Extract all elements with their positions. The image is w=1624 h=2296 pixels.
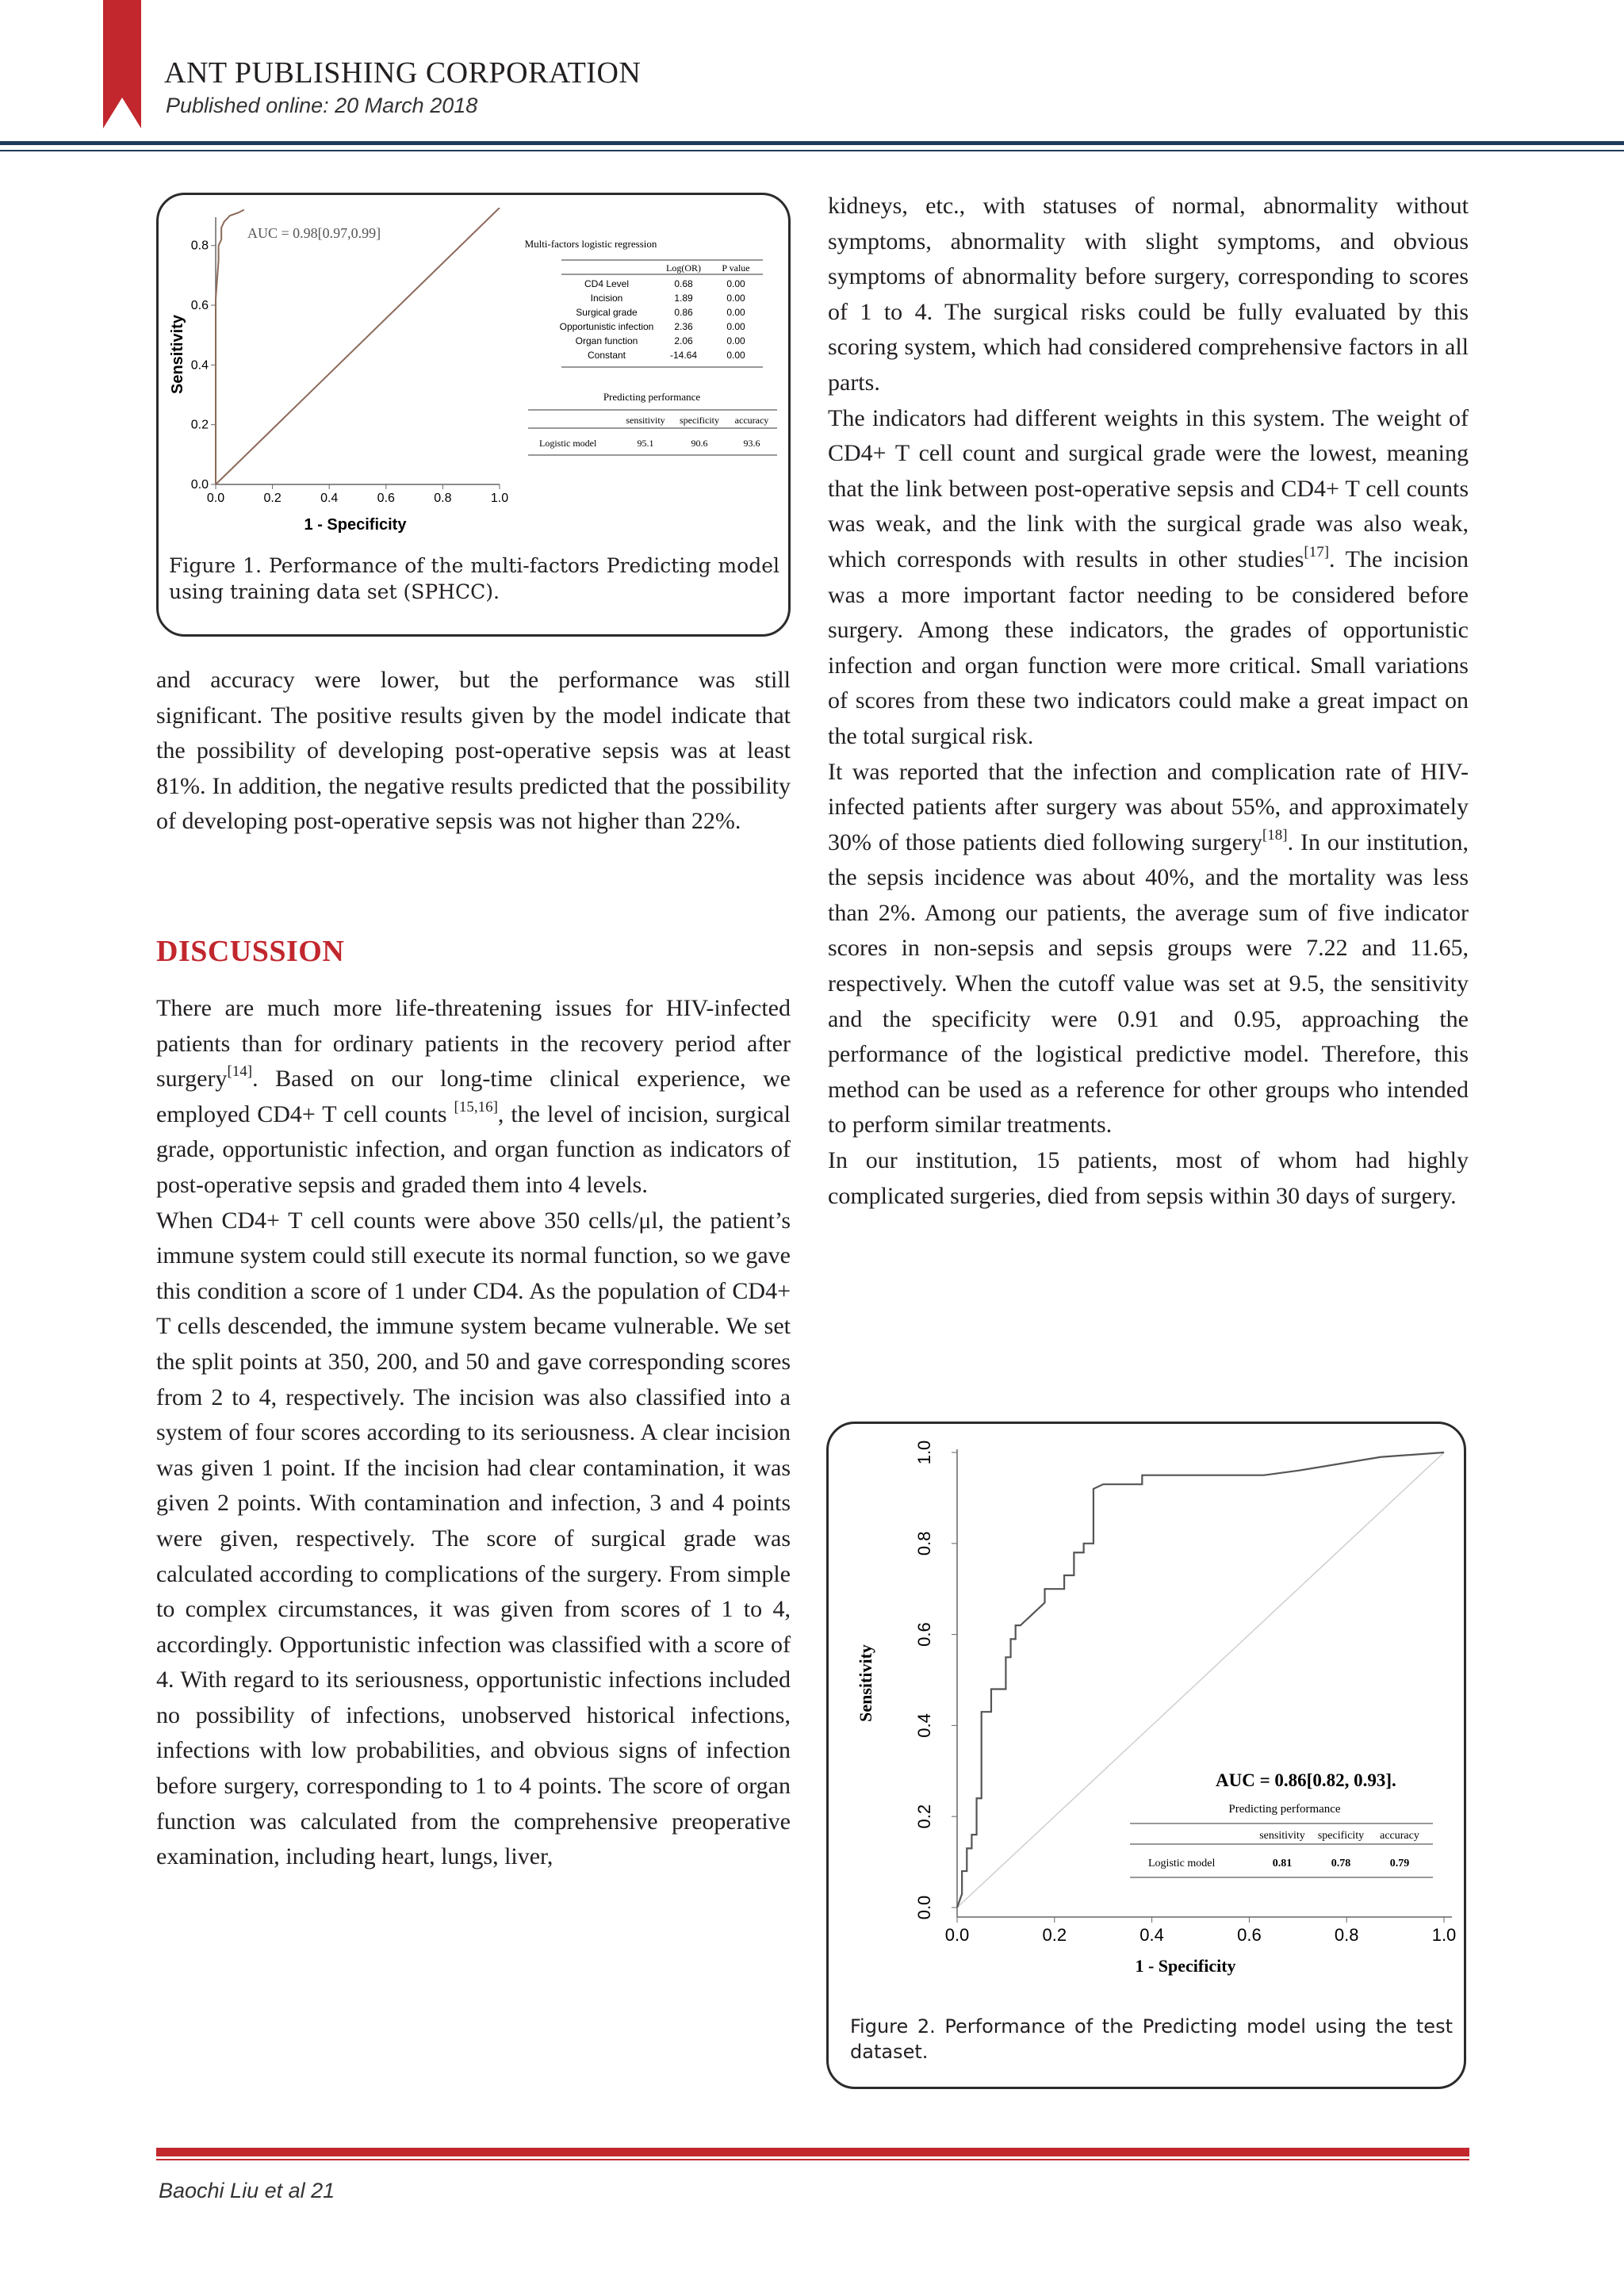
- fig2-perf-specificity: 0.78: [1331, 1858, 1351, 1869]
- fig1-x-tick-label: 0.6: [377, 492, 395, 505]
- fig2-perf-row-name: Logistic model: [1148, 1858, 1216, 1869]
- fig1-table-row-or: 2.06: [674, 335, 693, 346]
- fig2-y-tick-label: 0.2: [914, 1804, 934, 1829]
- section-heading-discussion: DISCUSSION: [156, 935, 345, 968]
- paragraph: [828, 401, 1469, 755]
- fig1-y-tick-label: 0.8: [190, 239, 209, 253]
- paragraph: [828, 755, 1469, 1144]
- text-run: . Based on our long-time clinical experience, we employed CD4+ T cell counts: [156, 1066, 791, 1127]
- fig2-x-tick-label: 0.6: [1237, 1925, 1262, 1945]
- text-run: It was reported that the infection and complication rate of HIV-infected patients after surgery was about 55%, and approximately 30% of those patients died following surgery: [828, 758, 1469, 855]
- paragraph: kidneys, etc., with statuses of normal, abnormality without symptoms, abnormality with slight symptoms, and obvious symptoms of abnormality before surgery, corresponding to scores of 1 to 4. The surgical risks could be fully evaluated by this scoring system, which had considered comprehensive factors in all parts.: [828, 193, 1469, 396]
- left-column-body: [156, 991, 791, 1875]
- publisher-name: ANT PUBLISHING CORPORATION: [164, 56, 642, 90]
- fig1-table-row-or: 1.89: [674, 293, 693, 304]
- fig2-y-tick-label: 0.8: [914, 1531, 934, 1556]
- footer-rule-thick: [156, 2148, 1469, 2156]
- fig1-table-row-p: 0.00: [726, 307, 745, 318]
- fig1-y-tick-label: 0.0: [190, 478, 209, 492]
- fig1-table-row-name: Surgical grade: [576, 307, 638, 318]
- fig1-perf-col-sensitivity: sensitivity: [626, 415, 665, 426]
- header-rule-thin: [0, 150, 1624, 151]
- fig1-y-tick-label: 0.4: [190, 358, 209, 373]
- fig1-perf-specificity: 90.6: [691, 438, 708, 449]
- fig1-x-tick-label: 0.2: [263, 492, 282, 505]
- footer-author-page: Baochi Liu et al 21: [159, 2179, 335, 2202]
- fig1-x-tick-label: 0.0: [206, 492, 225, 505]
- fig1-perf-accuracy: 93.6: [743, 438, 760, 449]
- fig1-table-row-or: -14.64: [669, 350, 698, 361]
- fig1-table-row-name: Organ function: [575, 335, 638, 346]
- figure-2-caption: Figure 2. Performance of the Predicting model using the test dataset.: [850, 2015, 1453, 2063]
- text-run: . The incision was a more important factor needing to be considered before surgery. Among these indicators, the grades of opportunistic infection and organ function were more critical. Small variations of scores from these two indicators could make a great impact on the total surgical risk.: [828, 545, 1469, 749]
- fig2-x-tick-label: 0.4: [1139, 1925, 1164, 1945]
- citation-ref[interactable]: [15,16]: [454, 1098, 498, 1115]
- fig1-perf-col-accuracy: accuracy: [734, 415, 769, 426]
- left-column-intro: [156, 663, 791, 840]
- fig1-y-tick-label: 0.6: [190, 299, 209, 312]
- figure-1-caption: Figure 1. Performance of the multi-factors Predicting model using training data set (SPHCC).: [169, 554, 779, 603]
- fig1-roc-curve: [216, 209, 244, 484]
- fig1-table-row-p: 0.00: [726, 350, 745, 361]
- figure-1-chart: [167, 208, 785, 541]
- fig2-y-tick-label: 1.0: [914, 1440, 934, 1465]
- text-run: There are much more life-threatening issues for HIV-infected patients than for ordinary patients in the recovery period after surgery: [156, 995, 791, 1093]
- footer-rule-thin: [156, 2159, 1469, 2160]
- fig2-auc-label: AUC = 0.86[0.82, 0.93].: [1216, 1770, 1396, 1790]
- publisher-logo-ribbon: [103, 0, 141, 128]
- fig2-perf-accuracy: 0.79: [1389, 1858, 1410, 1869]
- paragraph: In our institution, 15 patients, most of whom had highly complicated surgeries, died from sepsis within 30 days of surgery.: [828, 1147, 1469, 1209]
- fig1-table-row-or: 0.68: [674, 278, 693, 289]
- fig2-perf-col-specificity: specificity: [1317, 1830, 1365, 1842]
- fig2-x-tick-label: 0.8: [1334, 1925, 1359, 1945]
- fig1-x-label: 1 - Specificity: [304, 516, 407, 534]
- right-column-body: [828, 189, 1469, 1214]
- fig2-x-tick-label: 0.0: [944, 1925, 970, 1945]
- fig2-perf-title: Predicting performance: [1228, 1803, 1341, 1816]
- paragraph: [156, 991, 791, 1203]
- fig1-perf-row-name: Logistic model: [539, 438, 597, 449]
- fig2-perf-sensitivity: 0.81: [1272, 1858, 1293, 1869]
- fig1-reference-line: [216, 208, 500, 484]
- fig1-col-logor: Log(OR): [666, 262, 701, 274]
- fig1-y-label: Sensitivity: [169, 314, 186, 395]
- fig1-x-tick-label: 1.0: [490, 492, 509, 505]
- fig2-x-tick-label: 1.0: [1431, 1925, 1457, 1945]
- fig1-x-tick-label: 0.8: [434, 492, 452, 505]
- fig2-perf-col-accuracy: accuracy: [1380, 1830, 1419, 1842]
- fig2-y-tick-label: 0.6: [914, 1622, 934, 1647]
- fig2-perf-col-sensitivity: sensitivity: [1259, 1830, 1305, 1842]
- fig2-reference-line: [957, 1452, 1444, 1908]
- fig1-table-row-or: 2.36: [674, 321, 693, 332]
- fig1-y-tick-label: 0.2: [190, 418, 209, 432]
- fig1-perf-sensitivity: 95.1: [637, 438, 654, 449]
- fig1-table-row-p: 0.00: [726, 293, 745, 304]
- citation-ref[interactable]: [14]: [227, 1063, 253, 1081]
- figure-2-chart: [837, 1433, 1459, 1980]
- text-run: . In our institution, the sepsis incidence was about 40%, and the mortality was less than 2%. Among our patients, the average sum of five indicator scores in non-sepsis and sepsis groups were 7.22 and 11.65, respectively. When the cutoff value was set at 9.5, the sensitivity and the specificity were 0.91 and 0.95, approaching the performance of the logistical predictive model. Therefore, this method can be used as a reference for other groups who intended to perform similar treatments.: [828, 828, 1469, 1138]
- fig2-y-label: Sensitivity: [856, 1644, 875, 1722]
- fig1-auc-label: AUC = 0.98[0.97,0.99]: [247, 225, 381, 241]
- fig1-table-row-name: Opportunistic infection: [559, 321, 654, 332]
- fig1-table-row-p: 0.00: [726, 278, 745, 289]
- fig1-table-title: Multi-factors logistic regression: [524, 238, 657, 250]
- fig1-table-row-or: 0.86: [674, 307, 693, 318]
- paragraph: and accuracy were lower, but the performance was still significant. The positive results given by the model indicate that the possibility of developing post-operative sepsis was at least 81%. In addition, the negative results predicted that the possibility of developing post-operative sepsis was not higher than 22%.: [156, 667, 791, 835]
- fig1-table-row-p: 0.00: [726, 321, 745, 332]
- fig2-y-tick-label: 0.4: [914, 1713, 934, 1738]
- fig2-x-label: 1 - Specificity: [1135, 1956, 1236, 1976]
- text-run: The indicators had different weights in this system. The weight of CD4+ T cell count and surgical grade were the lowest, meaning that the link between post-operative sepsis and CD4+ T cell counts was weak, and the link with the surgical grade was also weak, which corresponds with results in other studies: [828, 404, 1469, 572]
- header-rule-thick: [0, 141, 1624, 145]
- fig1-perf-col-specificity: specificity: [680, 415, 719, 426]
- fig1-table-row-name: Constant: [587, 350, 626, 361]
- fig1-table-row-name: Incision: [590, 293, 623, 304]
- citation-ref[interactable]: [17]: [1304, 543, 1330, 561]
- fig1-table-row-name: CD4 Level: [584, 278, 630, 289]
- fig1-table-row-p: 0.00: [726, 335, 745, 346]
- fig2-y-tick-label: 0.0: [914, 1895, 934, 1920]
- citation-ref[interactable]: [18]: [1262, 826, 1288, 844]
- fig1-col-pvalue: P value: [722, 262, 750, 274]
- text-run: , the level of incision, surgical grade, opportunistic infection, and organ function as indicators of post-operative sepsis and graded them into 4 levels.: [156, 1100, 791, 1198]
- fig1-perf-title: Predicting performance: [603, 391, 701, 403]
- fig2-x-tick-label: 0.2: [1042, 1925, 1067, 1945]
- paragraph: When CD4+ T cell counts were above 350 cells/μl, the patient’s immune system could still execute its normal function, so we gave this condition a score of 1 under CD4. As the population of CD4+ T cells descended, the immune system became vulnerable. We set the split points at 350, 200, and 50 and gave corresponding scores from 2 to 4, respectively. The incision was also classified into a system of four scores according to its seriousness. A clear incision was given 1 point. If the incision had clear contamination, it was given 2 points. With contamination and infection, 3 and 4 points were given, respectively. The score of surgical grade was calculated according to complications of the surgery. From simple to complex circumstances, it was given from scores of 1 to 4, accordingly. Opportunistic infection was classified with a score of 4. With regard to its seriousness, opportunistic infections included no possibility of infections, unobserved historical infections, infections with low probabilities, and obvious signs of infection before surgery, corresponding to 1 to 4 points. The score of organ function was calculated from the comprehensive preoperative examination, including heart, lungs, liver,: [156, 1207, 791, 1870]
- fig1-x-tick-label: 0.4: [320, 492, 339, 505]
- publication-date: Published online: 20 March 2018: [166, 94, 478, 117]
